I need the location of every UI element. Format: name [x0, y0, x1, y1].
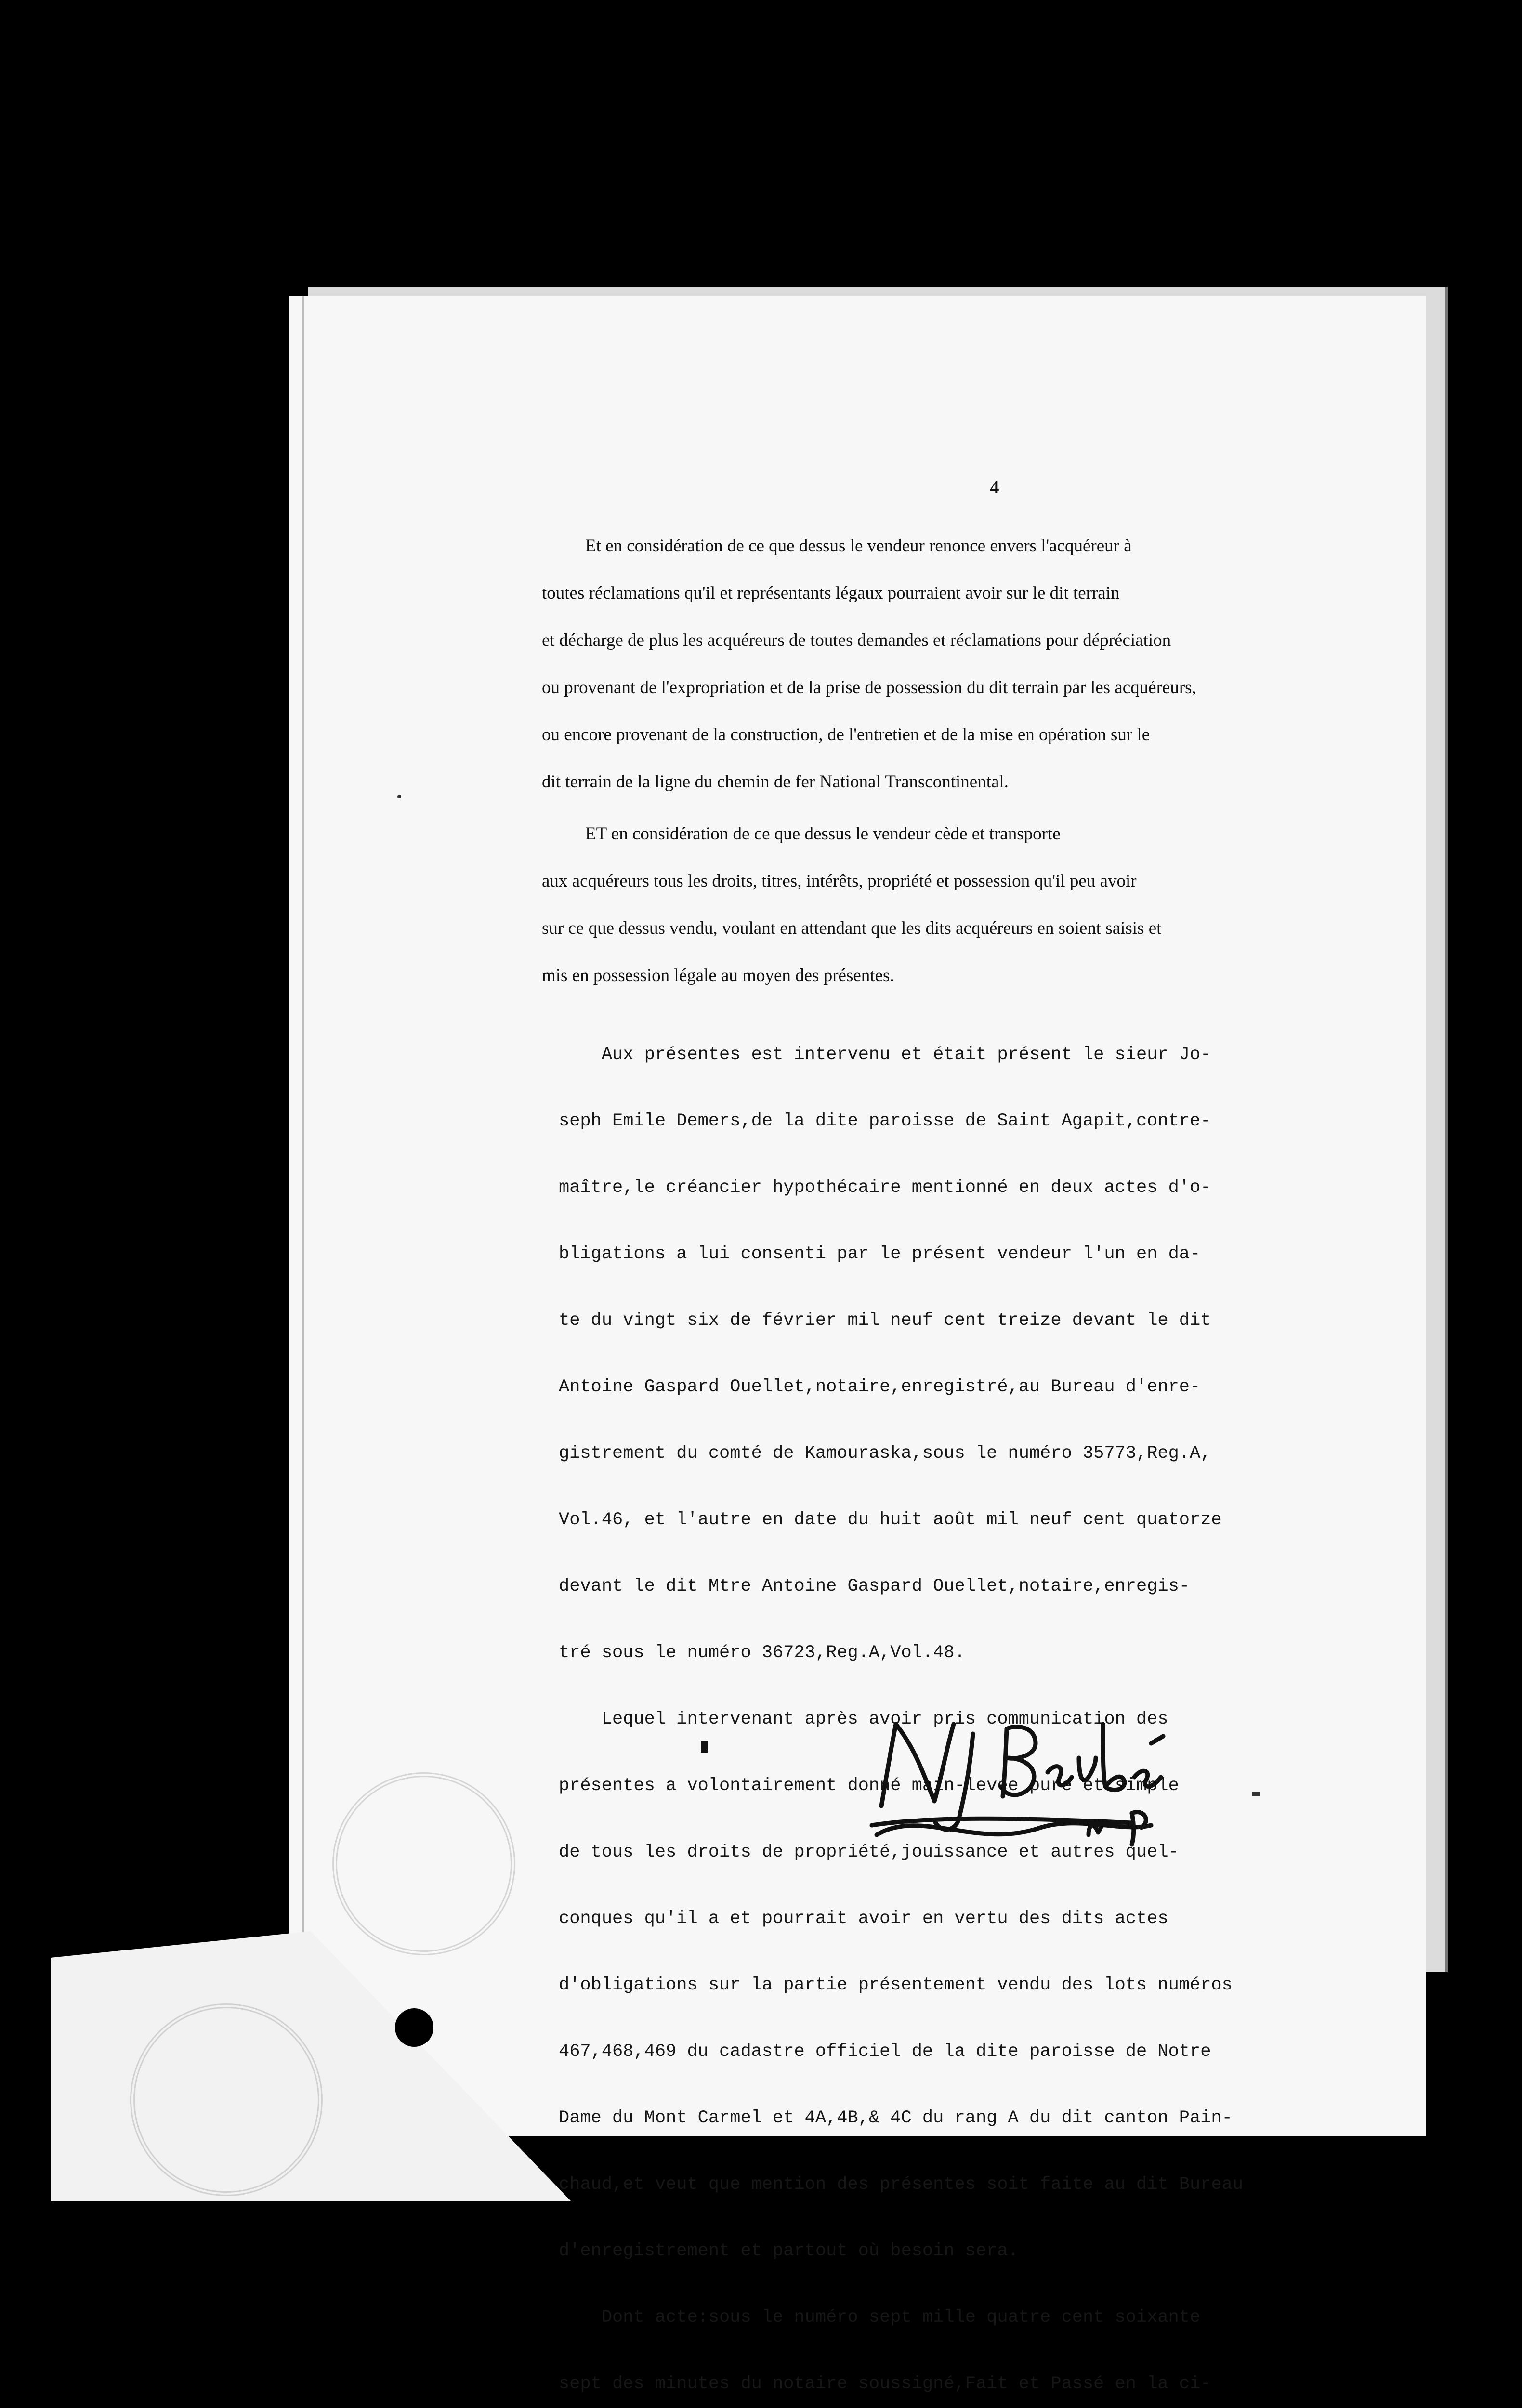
page-left-edge	[302, 296, 304, 2136]
typed-line: 467,468,469 du cadastre officiel de la dite paroisse de Notre	[559, 2042, 1211, 2062]
typed-line: Vol.46, et l'autre en date du huit août mil neuf cent quatorze	[559, 1510, 1222, 1530]
printed-line: ET en considération de ce que dessus le vendeur cède et transporte	[585, 824, 1061, 844]
page-number: 4	[990, 477, 999, 497]
typed-line: Dont acte:sous le numéro sept mille quatre cent soixante	[559, 2307, 1201, 2328]
typed-line: sept des minutes du notaire soussigné,Fait et Passé en la ci-	[559, 2374, 1211, 2394]
typewritten-text	[559, 999, 1440, 2408]
printed-line: Et en considération de ce que dessus le vendeur renonce envers l'acquéreur à	[585, 536, 1132, 556]
printed-line: ou encore provenant de la construction, de l'entretien et de la mise en opération sur le	[542, 725, 1150, 745]
printed-line: ou provenant de l'expropriation et de la prise de possession du dit terrain par les acquéreurs,	[542, 678, 1196, 697]
typed-line: d'enregistrement et partout où besoin sera.	[559, 2241, 1019, 2261]
ink-mark	[397, 795, 401, 798]
typed-line: bligations a lui consenti par le présent vendeur l'un en da-	[559, 1244, 1201, 1264]
typed-line: conques qu'il a et pourrait avoir en vertu des dits actes	[559, 1909, 1168, 1929]
printed-line: toutes réclamations qu'il et représentants légaux pourraient avoir sur le dit terrain	[542, 583, 1120, 603]
printed-line: mis en possession légale au moyen des présentes.	[542, 966, 894, 985]
typed-line: Aux présentes est intervenu et était présent le sieur Jo-	[559, 1045, 1211, 1065]
printed-line: et décharge de plus les acquéreurs de toutes demandes et réclamations pour dépréciation	[542, 630, 1171, 650]
typed-line: Lequel intervenant après avoir pris communication des	[559, 1709, 1168, 1729]
ink-mark	[701, 1741, 708, 1753]
typed-line: Dame du Mont Carmel et 4A,4B,& 4C du rang A du dit canton Pain-	[559, 2108, 1233, 2128]
typed-line: te du vingt six de février mil neuf cent treize devant le dit	[559, 1310, 1211, 1331]
typed-line: tré sous le numéro 36723,Reg.A,Vol.48.	[559, 1643, 965, 1663]
typed-line: chaud,et veut que mention des présentes soit faite au dit Bureau	[559, 2174, 1244, 2195]
typed-line: gistrement du comté de Kamouraska,sous le numéro 35773,Reg.A,	[559, 1443, 1211, 1464]
typed-line: présentes a volontairement donné main-levée pure et simple	[559, 1776, 1179, 1796]
embossed-seal-icon	[130, 2003, 323, 2196]
typed-line: devant le dit Mtre Antoine Gaspard Ouellet,notaire,enregis-	[559, 1576, 1190, 1597]
typed-line: d'obligations sur la partie présentement vendu des lots numéros	[559, 1975, 1233, 1995]
typed-line: seph Emile Demers,de la dite paroisse de Saint Agapit,contre-	[559, 1111, 1211, 1131]
printed-line: sur ce que dessus vendu, voulant en attendant que les dits acquéreurs en soient saisis et	[542, 918, 1162, 938]
embossed-seal-icon	[332, 1772, 515, 1955]
typed-line: maître,le créancier hypothécaire mentionné en deux actes d'o-	[559, 1178, 1211, 1198]
typed-line: de tous les droits de propriété,jouissance et autres quel-	[559, 1842, 1179, 1862]
printed-line: dit terrain de la ligne du chemin de fer National Transcontinental.	[542, 772, 1009, 792]
handwritten-signature	[862, 1705, 1209, 1849]
printed-line: aux acquéreurs tous les droits, titres, intérêts, propriété et possession qu'il peu avoir	[542, 871, 1137, 891]
typed-line: Antoine Gaspard Ouellet,notaire,enregistré,au Bureau d'enre-	[559, 1377, 1201, 1397]
ink-mark	[1252, 1792, 1260, 1796]
punch-hole	[395, 2008, 433, 2047]
printed-clauses	[542, 523, 1370, 999]
